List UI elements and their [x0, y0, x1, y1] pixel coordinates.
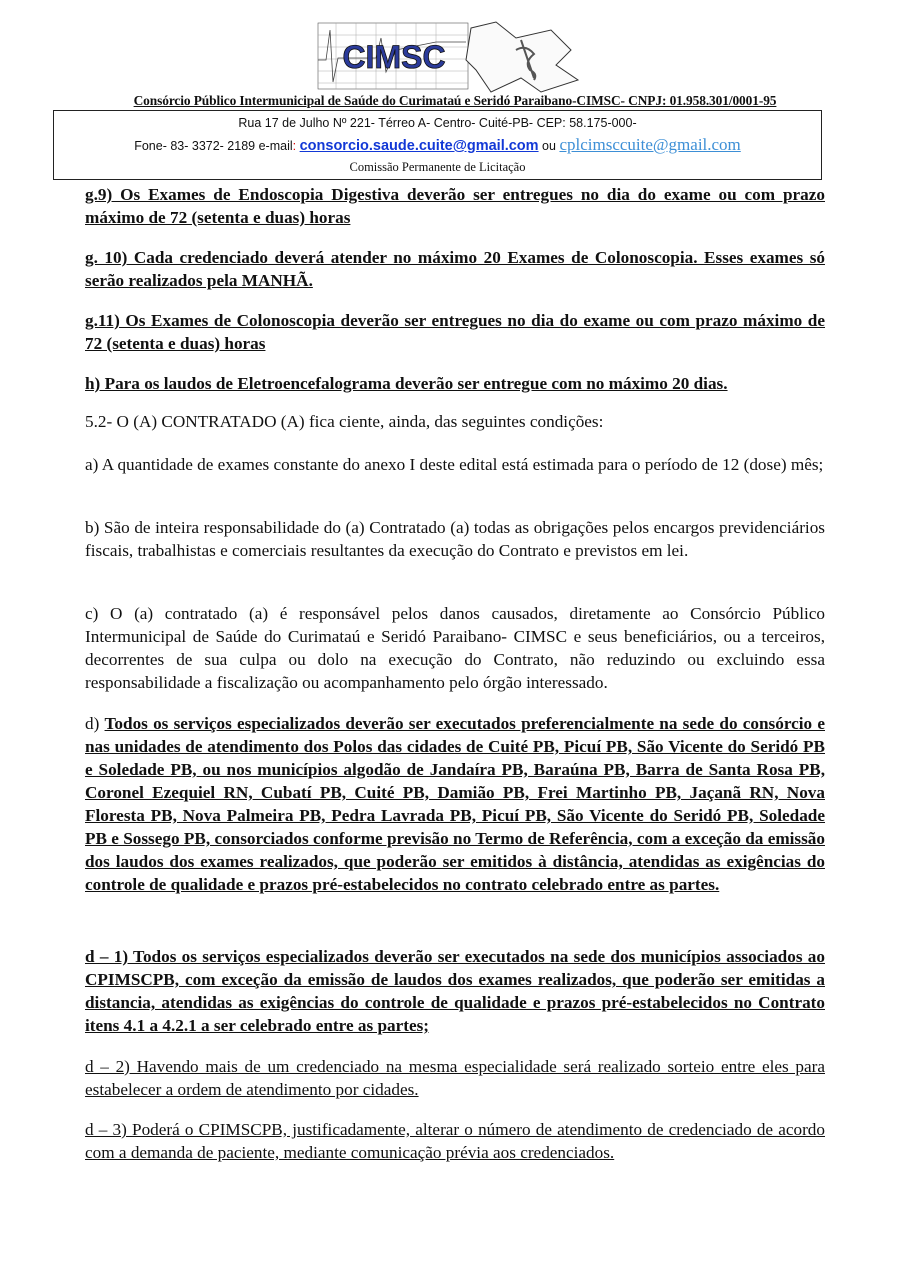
svg-text:CIMSC: CIMSC	[342, 39, 446, 75]
paragraph-b: b) São de inteira responsabilidade do (a) Contratado (a) todas as obrigações pelos encargos previdenciários fiscais, trabalhistas e comerciais resultantes da execução do Contrato e previstos em lei.	[85, 518, 825, 560]
paragraph-d3: d – 3) Poderá o CPIMSCPB, justificadamente, alterar o número de atendimento de credenciado de acordo com a demanda de paciente, mediante comunicação prévia aos credenciados.	[85, 1120, 825, 1162]
header-contact-box	[53, 110, 822, 180]
paragraph-g11: g.11) Os Exames de Colonoscopia deverão ser entregues no dia do exame ou com prazo máximo de 72 (setenta e duas) horas	[85, 311, 825, 353]
or-text: ou	[542, 139, 556, 153]
address: Rua 17 de Julho Nº 221- Térreo A- Centro- Cuité-PB- CEP: 58.175-000-	[238, 116, 637, 130]
paragraph-g10: g. 10) Cada credenciado deverá atender no máximo 20 Exames de Colonoscopia. Esses exames só serão realizados pela MANHÃ.	[85, 248, 825, 290]
cimsc-logo	[316, 20, 591, 93]
committee-name: Comissão Permanente de Licitação	[349, 160, 526, 174]
d-text: Todos os serviços especializados deverão ser executados preferencialmente na sede do consórcio e nas unidades de atendimento dos Polos das cidades de Cuité PB, Picuí PB, São Vicente do Seridó PB e Soledade PB, ou nos municípios algodão de Jandaíra PB, Baraúna PB, Barra de Santa Rosa PB, Coronel Ezequiel RN, Cubatí PB, Cuité PB, Damião PB, Frei Martinho PB, Jaçanã RN, Nova Floresta PB, Nova Palmeira PB, Pedra Lavrada PB, Picuí PB, São Vicente do Seridó PB, Soledade PB e Sossego PB, consorciados conforme previsão no Termo de Referência, com a exceção da emissão dos laudos dos exames realizados, que poderão ser emitidos à distância, atendidas as exigências do controle de qualidade e prazos pré-estabelecidos no contrato celebrado entre as partes.	[85, 714, 825, 894]
contact-line	[54, 134, 821, 157]
paragraph-d1: d – 1) Todos os serviços especializados deverão ser executados na sede dos municípios associados ao CPIMSCPB, com exceção da emissão de laudos dos exames realizados, que poderão ser emitidas a distancia, atendidas as exigências do controle de qualidade e prazos pré-estabelecidos no Contrato itens 4.1 a 4.2.1 a ser celebrado entre as partes;	[85, 947, 825, 1035]
paragraph-5-2: 5.2- O (A) CONTRATADO (A) fica ciente, ainda, das seguintes condições:	[85, 412, 604, 431]
paragraph-d	[85, 712, 825, 896]
organization-title: Consórcio Público Intermunicipal de Saúde do Curimataú e Seridó Paraibano-CIMSC- CNPJ: 01.958.301/0001-95	[133, 93, 777, 108]
d-prefix: d)	[85, 714, 105, 733]
phone-label: Fone- 83- 3372- 2189 e-mail	[134, 139, 293, 153]
email-link-2[interactable]: cplcimsccuite@gmail.com	[559, 135, 741, 154]
email-link-1[interactable]: consorcio.saude.cuite@gmail.com	[299, 138, 539, 154]
paragraph-g9: g.9) Os Exames de Endoscopia Digestiva deverão ser entregues no dia do exame ou com prazo máximo de 72 (setenta e duas) horas	[85, 185, 825, 227]
paragraph-c: c) O (a) contratado (a) é responsável pelos danos causados, diretamente ao Consórcio Público Intermunicipal de Saúde do Curimataú e Seridó Paraibano- CIMSC e seus beneficiários, ou a terceiros, decorrentes de sua culpa ou dolo na execução do Contrato, não reduzindo ou excluindo essa responsabilidade a fiscalização ou acompanhamento pelo órgão interessado.	[85, 604, 825, 692]
paragraph-h: h) Para os laudos de Eletroencefalograma deverão ser entregue com no máximo 20 dias.	[85, 374, 728, 393]
paragraph-a: a) A quantidade de exames constante do anexo I deste edital está estimada para o período de 12 (dose) mês;	[85, 455, 824, 474]
colon: :	[292, 139, 297, 153]
paragraph-d2: d – 2) Havendo mais de um credenciado na mesma especialidade será realizado sorteio entre eles para estabelecer a ordem de atendimento por cidades.	[85, 1057, 825, 1099]
